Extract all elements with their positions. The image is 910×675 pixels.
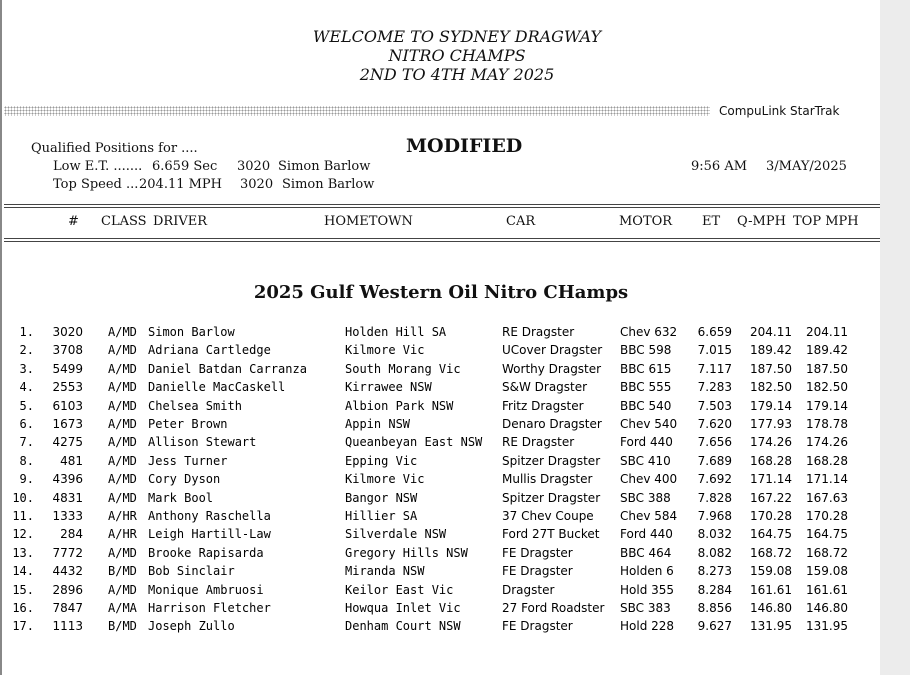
class-heading: MODIFIED [406,135,523,157]
table-row [4,583,880,601]
row-position: 4. [19,380,34,395]
table-row [4,435,880,453]
row-motor: BBC 555 [620,380,672,395]
row-position: 10. [12,490,34,505]
row-top-mph: 187.50 [806,361,848,376]
qualified-label: Qualified Positions for .... [31,141,198,156]
row-car-number: 6103 [52,398,83,413]
row-position: 1. [19,325,34,339]
table-row [4,619,880,637]
report-date: 3/MAY/2025 [766,159,847,174]
row-car: S&W Dragster [502,380,588,395]
row-position: 12. [12,527,34,542]
row-car-number: 284 [60,527,83,542]
row-et: 7.015 [697,343,732,358]
row-car-number: 481 [60,453,83,468]
row-driver: Cory Dyson [148,472,221,487]
row-qmph: 179.14 [750,398,792,413]
row-position: 17. [12,619,34,634]
row-car-number: 3708 [52,343,83,358]
row-top-mph: 182.50 [806,380,848,395]
row-top-mph: 146.80 [806,601,848,615]
row-car: Denaro Dragster [502,417,602,431]
row-qmph: 146.80 [750,601,792,615]
row-motor: SBC 383 [620,601,671,615]
row-class: A/MD [108,398,137,413]
row-motor: BBC 540 [620,398,672,413]
row-hometown: Bangor NSW [345,490,418,505]
row-position: 15. [12,582,34,597]
col-header-num: # [68,214,79,229]
row-class: A/MA [108,601,137,615]
row-motor: BBC 615 [620,361,672,376]
row-top-mph: 164.75 [806,527,848,542]
row-top-mph: 168.72 [806,545,848,560]
row-class: A/HR [108,527,137,542]
row-hometown: Kilmore Vic [345,472,425,487]
row-top-mph: 179.14 [806,398,848,413]
table-row [4,362,880,380]
col-header-topmph: TOP MPH [793,214,859,229]
row-position: 3. [19,361,34,376]
row-hometown: Epping Vic [345,453,418,468]
row-motor: SBC 388 [620,490,671,505]
event-title: 2025 Gulf Western Oil Nitro CHamps [253,282,629,303]
row-hometown: Kirrawee NSW [345,380,432,395]
row-driver: Brooke Rapisarda [148,545,264,560]
row-car-number: 7772 [52,545,83,560]
row-car: Worthy Dragster [502,361,602,376]
table-row [4,343,880,361]
row-et: 7.283 [697,380,732,395]
row-motor: Ford 440 [620,527,673,542]
row-class: A/MD [108,361,137,376]
row-top-mph: 174.26 [806,435,848,450]
row-position: 13. [12,545,34,560]
row-driver: Mark Bool [148,490,214,505]
row-car-number: 3020 [52,325,83,339]
row-driver: Peter Brown [148,417,228,431]
row-class: A/HR [108,509,137,523]
top-speed-number: 3020 [240,177,274,192]
row-qmph: 187.50 [750,361,792,376]
row-class: A/MD [108,545,137,560]
col-header-et: ET [702,214,721,229]
row-motor: Chev 400 [620,472,678,487]
row-position: 9. [19,472,34,487]
row-car-number: 1113 [52,619,83,634]
row-qmph: 161.61 [750,582,792,597]
row-qmph: 170.28 [750,509,792,523]
row-qmph: 168.72 [750,545,792,560]
row-motor: Chev 632 [620,325,678,339]
row-qmph: 189.42 [750,343,792,358]
row-car-number: 7847 [52,601,83,615]
row-car: FE Dragster [502,545,573,560]
row-et: 7.828 [697,490,732,505]
row-position: 6. [19,417,34,431]
low-et-number: 3020 [237,159,271,174]
event-subtitle: NITRO CHAMPS [388,46,526,65]
row-hometown: South Morang Vic [345,361,461,376]
row-qmph: 171.14 [750,472,792,487]
row-class: A/MD [108,490,137,505]
row-top-mph: 170.28 [806,509,848,523]
row-driver: Daniel Batdan Carranza [148,361,307,376]
row-hometown: Howqua Inlet Vic [345,601,461,615]
row-motor: Ford 440 [620,435,673,450]
row-et: 7.656 [697,435,732,450]
row-top-mph: 171.14 [806,472,848,487]
row-motor: BBC 598 [620,343,672,358]
col-header-hometown: HOMETOWN [324,214,413,229]
row-driver: Anthony Raschella [148,509,271,523]
row-hometown: Keilor East Vic [345,582,454,597]
table-row [4,509,880,527]
row-class: B/MD [108,564,137,579]
row-car-number: 4432 [52,564,83,579]
row-class: A/MD [108,343,137,358]
row-driver: Bob Sinclair [148,564,235,579]
row-motor: Hold 355 [620,582,675,597]
low-et-value: 6.659 Sec [152,159,218,174]
row-et: 7.692 [697,472,732,487]
event-dates: 2ND TO 4TH MAY 2025 [359,65,555,84]
row-qmph: 131.95 [750,619,792,634]
row-car: Fritz Dragster [502,398,584,413]
row-motor: Hold 228 [620,619,675,634]
row-driver: Allison Stewart [148,435,257,450]
table-row [4,601,880,619]
header-rule-top-2 [4,207,880,208]
row-class: A/MD [108,380,137,395]
row-et: 7.117 [697,361,732,376]
row-top-mph: 204.11 [806,325,848,339]
row-et: 7.503 [697,398,732,413]
row-qmph: 167.22 [750,490,792,505]
row-car: 27 Ford Roadster [502,601,605,615]
row-hometown: Albion Park NSW [345,398,454,413]
row-driver: Jess Turner [148,453,228,468]
row-car: UCover Dragster [502,343,603,358]
row-car: RE Dragster [502,325,575,339]
row-motor: BBC 464 [620,545,672,560]
row-top-mph: 131.95 [806,619,848,634]
row-top-mph: 189.42 [806,343,848,358]
row-et: 7.968 [697,509,732,523]
top-speed-value: 204.11 MPH [139,177,223,192]
row-qmph: 164.75 [750,527,792,542]
header-rule-bottom [4,238,880,239]
table-row [4,546,880,564]
row-top-mph: 178.78 [806,417,848,431]
top-speed-driver: Simon Barlow [282,177,375,192]
row-car: Mullis Dragster [502,472,593,487]
row-et: 6.659 [697,325,732,339]
col-header-qmph: Q-MPH [737,214,786,229]
row-position: 11. [12,509,34,523]
row-car: 37 Chev Coupe [502,509,594,523]
row-driver: Leigh Hartill-Law [148,527,271,542]
row-et: 8.273 [697,564,732,579]
row-top-mph: 168.28 [806,453,848,468]
row-car: FE Dragster [502,564,573,579]
row-hometown: Hillier SA [345,509,418,523]
row-qmph: 174.26 [750,435,792,450]
dotted-separator [4,106,710,116]
row-hometown: Holden Hill SA [345,325,447,339]
row-driver: Chelsea Smith [148,398,242,413]
row-class: B/MD [108,619,137,634]
row-hometown: Gregory Hills NSW [345,545,468,560]
row-top-mph: 167.63 [806,490,848,505]
row-qmph: 159.08 [750,564,792,579]
welcome-title: WELCOME TO SYDNEY DRAGWAY [312,27,602,46]
row-et: 7.620 [697,417,732,431]
table-row [4,472,880,490]
row-car: RE Dragster [502,435,575,450]
table-row [4,527,880,545]
row-class: A/MD [108,435,137,450]
row-class: A/MD [108,325,137,339]
table-row [4,454,880,472]
row-et: 8.284 [697,582,732,597]
row-class: A/MD [108,417,137,431]
table-row [4,564,880,582]
row-car: FE Dragster [502,619,573,634]
row-top-mph: 161.61 [806,582,848,597]
report-time: 9:56 AM [691,159,748,174]
row-position: 2. [19,343,34,358]
row-motor: SBC 410 [620,453,671,468]
row-car-number: 1673 [52,417,83,431]
row-hometown: Denham Court NSW [345,619,461,634]
row-position: 5. [19,398,34,413]
row-driver: Danielle MacCaskell [148,380,286,395]
row-qmph: 182.50 [750,380,792,395]
row-hometown: Kilmore Vic [345,343,425,358]
row-hometown: Miranda NSW [345,564,425,579]
row-et: 8.082 [697,545,732,560]
table-row [4,417,880,435]
low-et-label: Low E.T. ....... [53,159,143,174]
row-car-number: 2553 [52,380,83,395]
row-car-number: 4275 [52,435,83,450]
col-header-class: CLASS [101,214,147,229]
row-position: 16. [12,601,34,615]
row-qmph: 204.11 [750,325,792,339]
row-car: Spitzer Dragster [502,453,601,468]
row-car-number: 1333 [52,509,83,523]
top-speed-label: Top Speed ... [53,177,139,192]
row-class: A/MD [108,582,137,597]
brand-label: CompuLink StarTrak [719,104,840,118]
row-qmph: 168.28 [750,453,792,468]
low-et-driver: Simon Barlow [278,159,371,174]
row-class: A/MD [108,453,137,468]
row-top-mph: 159.08 [806,564,848,579]
row-driver: Joseph Zullo [148,619,235,634]
row-motor: Chev 540 [620,417,678,431]
header-rule-top [4,204,880,205]
row-hometown: Silverdale NSW [345,527,447,542]
row-class: A/MD [108,472,137,487]
table-row [4,380,880,398]
row-car: Ford 27T Bucket [502,527,600,542]
row-driver: Simon Barlow [148,325,235,339]
row-car-number: 4831 [52,490,83,505]
row-driver: Harrison Fletcher [148,601,271,615]
row-car-number: 5499 [52,361,83,376]
col-header-car: CAR [506,214,536,229]
row-position: 14. [12,564,34,579]
col-header-motor: MOTOR [619,214,673,229]
row-car: Spitzer Dragster [502,490,601,505]
row-et: 8.856 [697,601,732,615]
row-car-number: 4396 [52,472,83,487]
row-position: 8. [19,453,34,468]
table-row [4,399,880,417]
page-margin [880,0,910,675]
row-hometown: Appin NSW [345,417,411,431]
row-et: 9.627 [697,619,732,634]
row-car-number: 2896 [52,582,83,597]
col-header-driver: DRIVER [153,214,208,229]
table-row [4,325,880,343]
row-driver: Monique Ambruosi [148,582,264,597]
row-et: 7.689 [697,453,732,468]
table-row [4,491,880,509]
row-car: Dragster [502,582,555,597]
row-motor: Holden 6 [620,564,674,579]
row-motor: Chev 584 [620,509,678,523]
header-rule-bottom-2 [4,241,880,242]
row-position: 7. [19,435,34,450]
row-et: 8.032 [697,527,732,542]
row-driver: Adriana Cartledge [148,343,271,358]
row-qmph: 177.93 [750,417,792,431]
row-hometown: Queanbeyan East NSW [345,435,483,450]
